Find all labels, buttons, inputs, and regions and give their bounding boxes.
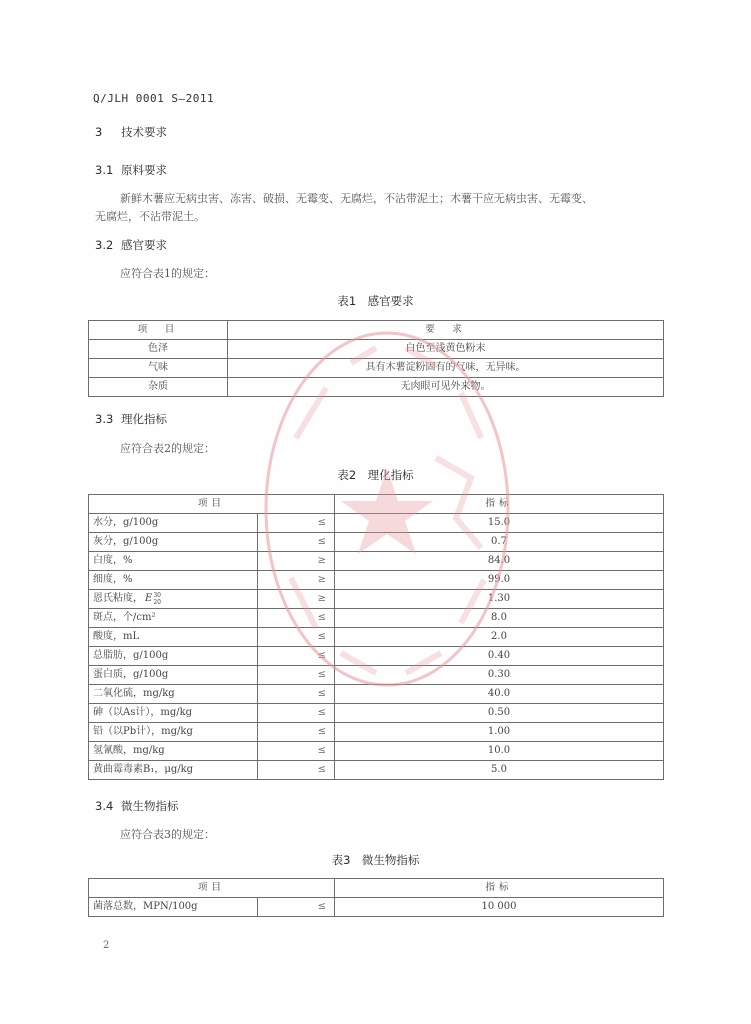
item-cell: 细度，% bbox=[89, 571, 258, 590]
value-cell: 5.0 bbox=[335, 761, 664, 780]
comparison-symbol: ≤ bbox=[258, 609, 335, 628]
table-row bbox=[89, 761, 664, 780]
table-3 bbox=[88, 878, 664, 917]
item-cell: 黄曲霉毒素B₁，μg/kg bbox=[89, 761, 258, 780]
value-cell: 10.0 bbox=[335, 742, 664, 761]
section-3-2-heading bbox=[95, 237, 167, 253]
comparison-symbol: ≤ bbox=[258, 666, 335, 685]
item-cell: 酸度，mL bbox=[89, 628, 258, 647]
value-cell: 84.0 bbox=[335, 552, 664, 571]
table-3-caption: 表3 微生物指标 bbox=[331, 853, 420, 867]
paragraph: 应符合表1的规定： bbox=[120, 267, 215, 280]
table-row bbox=[89, 704, 664, 723]
comparison-symbol: ≤ bbox=[258, 761, 335, 780]
value-cell: 1.00 bbox=[335, 723, 664, 742]
value-cell: 1.30 bbox=[335, 590, 664, 609]
item-cell: 灰分，g/100g bbox=[89, 533, 258, 552]
item-cell: 斑点，个/cm² bbox=[89, 609, 258, 628]
section-3-1-heading bbox=[95, 162, 167, 178]
section-number: 3.3 bbox=[95, 412, 114, 426]
paragraph-line: 无腐烂，不沾带泥土。 bbox=[95, 210, 205, 223]
value-cell: 0.7 bbox=[335, 533, 664, 552]
section-title: 理化指标 bbox=[121, 412, 167, 426]
paragraph: 应符合表3的规定： bbox=[120, 828, 215, 841]
item-cell: 铅（以Pb计），mg/kg bbox=[89, 723, 258, 742]
item-cell: 白度，% bbox=[89, 552, 258, 571]
table-cell: 无肉眼可见外来物。 bbox=[228, 378, 664, 397]
comparison-symbol: ≤ bbox=[258, 514, 335, 533]
section-3-heading bbox=[95, 124, 167, 140]
value-cell: 15.0 bbox=[335, 514, 664, 533]
comparison-symbol: ≤ bbox=[258, 723, 335, 742]
section-title: 微生物指标 bbox=[121, 799, 179, 813]
table-cell: 气味 bbox=[89, 359, 228, 378]
table-1-caption: 表1 感官要求 bbox=[337, 294, 414, 308]
comparison-symbol: ≤ bbox=[258, 898, 335, 917]
comparison-symbol: ≥ bbox=[258, 590, 335, 609]
table-cell: 具有木薯淀粉固有的气味，无异味。 bbox=[228, 359, 664, 378]
value-cell: 10 000 bbox=[335, 898, 664, 917]
table-row bbox=[89, 742, 664, 761]
paragraph-line: 新鲜木薯应无病虫害、冻害、破损、无霉变、无腐烂，不沾带泥土；木薯干应无病虫害、无霉变、 bbox=[120, 192, 593, 205]
column-header: 指标 bbox=[335, 495, 664, 514]
comparison-symbol: ≤ bbox=[258, 533, 335, 552]
table-row bbox=[89, 723, 664, 742]
comparison-symbol: ≤ bbox=[258, 704, 335, 723]
comparison-symbol: ≤ bbox=[258, 647, 335, 666]
table-row bbox=[89, 898, 664, 917]
value-cell: 0.40 bbox=[335, 647, 664, 666]
page-number: 2 bbox=[103, 940, 110, 951]
table-cell: 杂质 bbox=[89, 378, 228, 397]
item-cell: 氢氰酸，mg/kg bbox=[89, 742, 258, 761]
item-cell: 菌落总数，MPN/100g bbox=[89, 898, 258, 917]
section-3-4-heading bbox=[95, 798, 179, 814]
table-header-row bbox=[89, 879, 664, 898]
engler-sub-value: 20 bbox=[153, 598, 161, 606]
value-cell: 40.0 bbox=[335, 685, 664, 704]
item-cell: 二氧化硫，mg/kg bbox=[89, 685, 258, 704]
value-cell: 8.0 bbox=[335, 609, 664, 628]
standard-code: Q/JLH 0001 S—2011 bbox=[93, 92, 215, 105]
item-cell: 蛋白质，g/100g bbox=[89, 666, 258, 685]
company-seal-stamp bbox=[256, 318, 518, 700]
comparison-symbol: ≥ bbox=[258, 571, 335, 590]
comparison-symbol: ≤ bbox=[258, 685, 335, 704]
section-number: 3.4 bbox=[95, 799, 114, 813]
value-cell: 0.50 bbox=[335, 704, 664, 723]
item-cell: 水分，g/100g bbox=[89, 514, 258, 533]
section-number: 3.1 bbox=[95, 163, 114, 177]
column-header: 项目 bbox=[89, 495, 335, 514]
table-cell: 色泽 bbox=[89, 340, 228, 359]
column-header: 要 求 bbox=[228, 321, 664, 340]
item-cell: 砷（以As计），mg/kg bbox=[89, 704, 258, 723]
item-cell: 恩氏粘度， E 30 20 bbox=[89, 590, 258, 609]
value-cell: 2.0 bbox=[335, 628, 664, 647]
engler-sup-value: 30 bbox=[153, 591, 161, 599]
comparison-symbol: ≤ bbox=[258, 628, 335, 647]
column-header: 项目 bbox=[89, 879, 335, 898]
value-cell: 0.30 bbox=[335, 666, 664, 685]
item-cell: 总脂肪，g/100g bbox=[89, 647, 258, 666]
table-2-caption: 表2 理化指标 bbox=[337, 468, 414, 482]
comparison-symbol: ≥ bbox=[258, 552, 335, 571]
column-header: 指标 bbox=[335, 879, 664, 898]
engler-superscript bbox=[153, 592, 161, 606]
comparison-symbol: ≤ bbox=[258, 742, 335, 761]
table-cell: 白色至浅黄色粉末 bbox=[228, 340, 664, 359]
section-3-3-heading bbox=[95, 411, 167, 427]
section-title: 原料要求 bbox=[121, 163, 167, 177]
section-title: 技术要求 bbox=[121, 125, 167, 139]
section-number: 3 bbox=[95, 125, 103, 139]
column-header: 项 目 bbox=[89, 321, 228, 340]
section-title: 感官要求 bbox=[121, 238, 167, 252]
paragraph: 应符合表2的规定： bbox=[120, 442, 215, 455]
engler-symbol: E bbox=[145, 593, 153, 604]
section-number: 3.2 bbox=[95, 238, 114, 252]
value-cell: 99.0 bbox=[335, 571, 664, 590]
